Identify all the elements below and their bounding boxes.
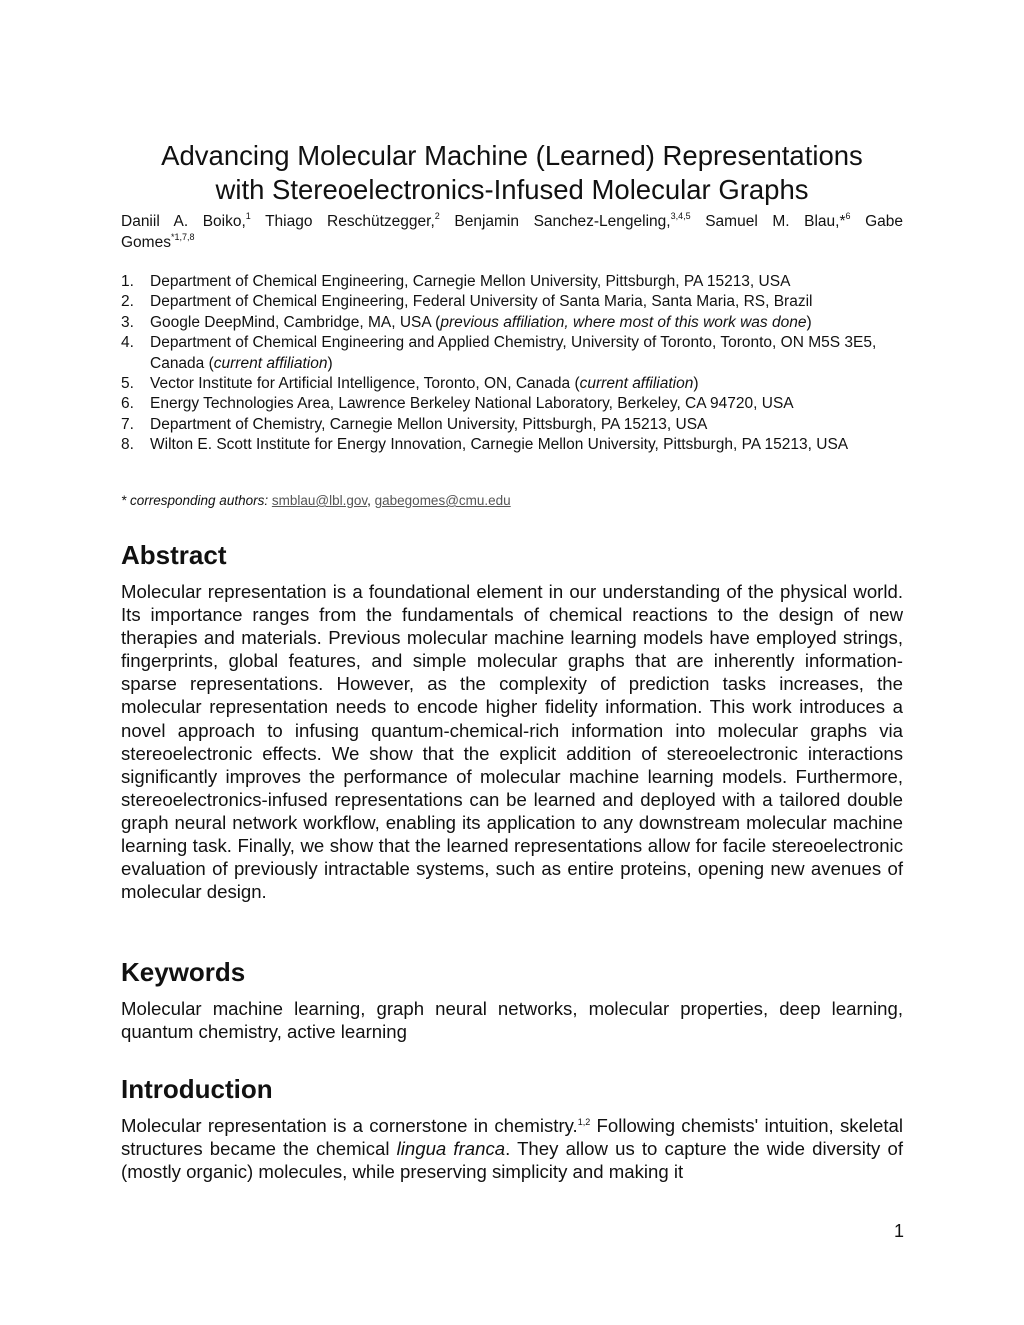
corresponding-label: * corresponding authors: [121, 493, 269, 508]
affiliation-item: 5. Vector Institute for Artificial Intelligence, Toronto, ON, Canada (current affiliation) [121, 375, 699, 393]
paper-title [121, 139, 903, 207]
affiliation-item: 8. Wilton E. Scott Institute for Energy Innovation, Carnegie Mellon University, Pittsburgh, PA 15213, USA [121, 436, 849, 454]
author-affiliation-sup: *1,7,8 [170, 232, 195, 242]
author-affiliation-sup: 6 [845, 211, 851, 221]
author-name: Benjamin Sanchez-Lengeling, [454, 213, 671, 230]
affiliation-item: 2. Department of Chemical Engineering, Federal University of Santa Maria, Santa Maria, RS, Brazil [121, 293, 813, 311]
affiliation-item: 6. Energy Technologies Area, Lawrence Berkeley National Laboratory, Berkeley, CA 94720, USA [121, 395, 794, 413]
keywords-heading: Keywords [121, 957, 246, 987]
author-name: Daniil A. Boiko, [121, 213, 246, 230]
author-affiliation-sup: 1 [245, 211, 251, 221]
author-list [121, 211, 903, 253]
abstract-heading: Abstract [121, 540, 227, 570]
email-link-gomes[interactable]: gabegomes@cmu.edu [374, 493, 511, 508]
title-line-1: Advancing Molecular Machine (Learned) Representations [161, 140, 863, 172]
author-name: Samuel M. Blau,* [705, 213, 846, 230]
author-affiliation-sup: 3,4,5 [670, 211, 691, 221]
abstract-text: Molecular representation is a foundational element in our understanding of the physical world. Its importance ranges from the fundamentals of chemical reactions to the design of new therapies and materials. Previous molecular machine learning models have employed strings, fingerprints, global features, and simple molecular graphs that are inherently information-sparse representations. However, as the complexity of prediction tasks increases, the molecular representation needs to encode higher fidelity information. This work introduces a novel approach to infusing quantum-chemical-rich information into molecular graphs via stereoelectronic effects. We show that the explicit addition of stereoelectronic interactions significantly improves the performance of molecular machine learning models. Furthermore, stereoelectronics-infused representations can be learned and deployed with a tailored double graph neural network workflow, enabling its application to any downstream molecular machine learning task. Finally, we show that the learned representations allow for facile stereoelectronic evaluation of previously intractable systems, such as entire proteins, opening new avenues of molecular design. [121, 581, 903, 903]
affiliation-list [121, 272, 903, 456]
keywords-text: Molecular machine learning, graph neural networks, molecular properties, deep learning, quantum chemistry, active learning [121, 998, 903, 1043]
email-link-blau[interactable]: smblau@lbl.gov [271, 493, 368, 508]
author-name: Thiago Reschützegger, [265, 213, 435, 230]
author-affiliation-sup: 2 [434, 211, 440, 221]
citation-sup: 1,2 [577, 1117, 591, 1127]
title-line-2: with Stereoelectronics-Infused Molecular Graphs [215, 174, 809, 206]
affiliation-item: 4. Department of Chemical Engineering and Applied Chemistry, University of Toronto, Toronto, ON M5S 3E5, Canada (current affiliation) [121, 334, 877, 372]
affiliation-item: 1. Department of Chemical Engineering, Carnegie Mellon University, Pittsburgh, PA 15213, USA [121, 273, 791, 290]
page-number: 1 [893, 1221, 904, 1241]
author-line-1: Daniil A. Boiko,$^1$ Thiago Reschützegger,$^2$ Benjamin Sanchez-Lengeling,$^{3,4,5}$ Samuel M. Blau,*$^6$ Gabe [121, 211, 903, 230]
introduction-text: Molecular representation is a cornerstone in chemistry.$^{1,2}$ Following chemists' intuition, skeletal structures became the chemical lingua franca. They allow us to capture the wide diversity of (mostly organic) molecules, while preserving simplicity and making it [121, 1115, 903, 1183]
affiliation-item: 3. Google DeepMind, Cambridge, MA, USA (previous affiliation, where most of this work was done) [121, 313, 812, 331]
affiliation-item: 7. Department of Chemistry, Carnegie Mellon University, Pittsburgh, PA 15213, USA [121, 415, 708, 433]
author-line-2: Gomes$^{*1,7,8}$ [121, 232, 195, 251]
introduction-heading: Introduction [121, 1074, 273, 1104]
corresponding-authors: * corresponding authors: smblau@lbl.gov, gabegomes@cmu.edu [121, 493, 511, 508]
